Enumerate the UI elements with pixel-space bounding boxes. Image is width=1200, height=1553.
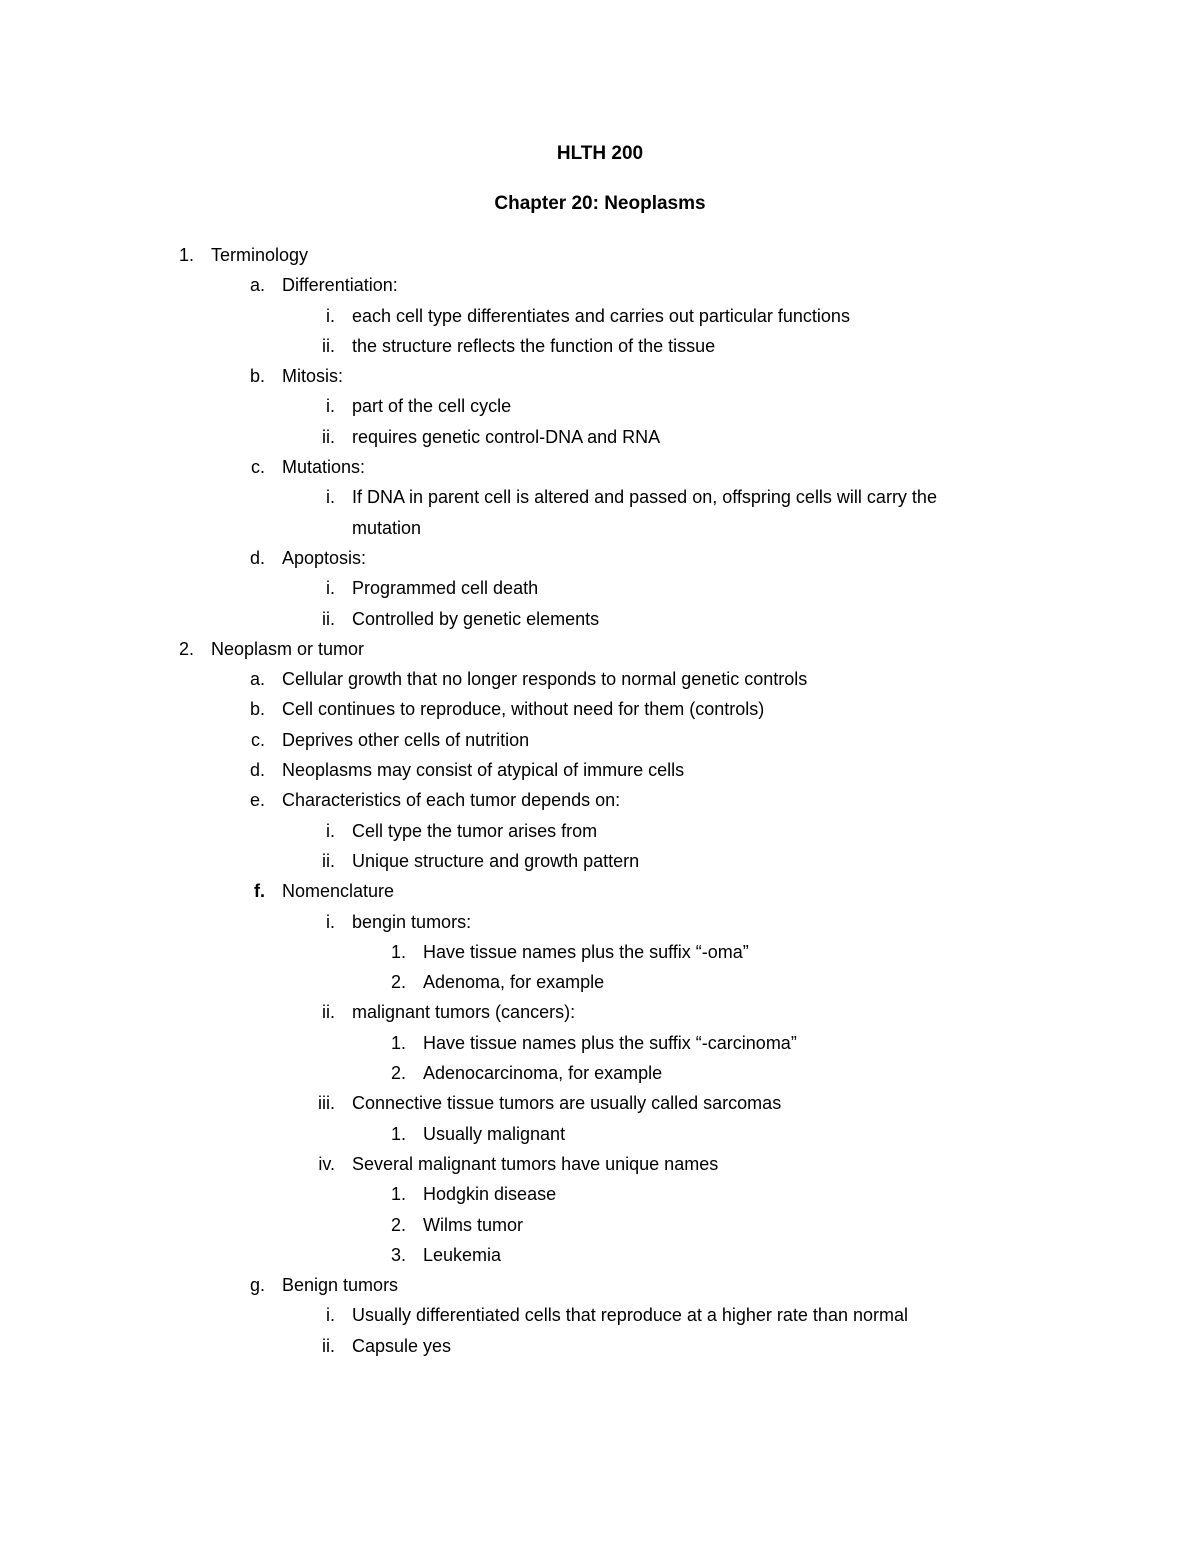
item-text: mutation	[352, 517, 422, 538]
outline-item	[0, 607, 1200, 637]
item-text: Neoplasm or tumor	[211, 638, 365, 659]
list-marker: 2.	[390, 1063, 406, 1084]
item-text: Benign tumors	[282, 1275, 399, 1296]
item-text: Controlled by genetic elements	[352, 608, 600, 629]
item-text: Neoplasms may consist of atypical of immure cells	[282, 760, 685, 781]
list-marker: ii.	[322, 335, 335, 356]
outline-item	[0, 910, 1200, 940]
list-marker: 2.	[390, 972, 406, 993]
item-text: malignant tumors (cancers):	[352, 1002, 576, 1023]
outline-item	[0, 1182, 1200, 1212]
outline-item	[0, 425, 1200, 455]
outline-item	[0, 667, 1200, 697]
item-text: Wilms tumor	[423, 1214, 523, 1235]
item-text: Leukemia	[423, 1244, 502, 1265]
outline-item-continuation	[0, 516, 1200, 546]
outline-item	[0, 394, 1200, 424]
list-marker: i.	[326, 1305, 335, 1326]
list-marker: ii.	[322, 1335, 335, 1356]
list-marker: a.	[249, 669, 265, 690]
item-text: Have tissue names plus the suffix “-oma”	[423, 941, 749, 962]
item-text: Connective tissue tumors are usually called sarcomas	[352, 1093, 782, 1114]
outline-item	[0, 637, 1200, 667]
item-text: Differentiation:	[282, 275, 398, 296]
item-text: Mutations:	[282, 457, 366, 478]
item-text: Usually malignant	[423, 1123, 566, 1144]
list-marker: 1.	[390, 1032, 406, 1053]
list-marker: a.	[249, 275, 265, 296]
outline-item	[0, 546, 1200, 576]
outline-item	[0, 485, 1200, 515]
item-text: the structure reflects the function of the tissue	[352, 335, 716, 356]
item-text: Adenocarcinoma, for example	[423, 1063, 663, 1084]
item-text: Cell type the tumor arises from	[352, 820, 598, 841]
outline-item	[0, 273, 1200, 303]
list-marker: 1.	[178, 245, 194, 265]
item-text: Characteristics of each tumor depends on:	[282, 790, 621, 811]
outline-item	[0, 697, 1200, 727]
item-text: Apoptosis:	[282, 547, 367, 568]
item-text: If DNA in parent cell is altered and passed on, offspring cells will carry the	[352, 487, 937, 508]
list-marker: 3.	[390, 1244, 406, 1265]
item-text: Deprives other cells of nutrition	[282, 729, 530, 750]
outline-item	[0, 819, 1200, 849]
list-marker: c.	[250, 729, 265, 750]
outline-item	[0, 1061, 1200, 1091]
item-text: Programmed cell death	[352, 578, 539, 599]
outline-item	[0, 364, 1200, 394]
outline-item	[0, 758, 1200, 788]
list-marker: b.	[249, 366, 265, 387]
outline-item	[0, 1273, 1200, 1303]
outline-item	[0, 576, 1200, 606]
item-text: Mitosis:	[282, 366, 344, 387]
item-text: Have tissue names plus the suffix “-carcinoma”	[423, 1032, 797, 1053]
outline-item	[0, 1334, 1200, 1364]
item-text: Cell continues to reproduce, without need for them (controls)	[282, 699, 765, 720]
list-marker: 1.	[390, 1123, 406, 1144]
list-marker: b.	[249, 699, 265, 720]
list-marker: ii.	[322, 608, 335, 629]
list-marker: ii.	[322, 850, 335, 871]
list-marker: 2.	[390, 1214, 406, 1235]
list-marker: 2.	[178, 638, 194, 659]
item-text: part of the cell cycle	[352, 396, 512, 417]
course-title: HLTH 200	[556, 143, 644, 164]
outline-item	[0, 1031, 1200, 1061]
item-text: Terminology	[211, 245, 309, 265]
outline-item	[0, 243, 1200, 273]
list-marker: d.	[249, 760, 265, 781]
item-text: Hodgkin disease	[423, 1184, 557, 1205]
outline-item	[0, 970, 1200, 1000]
list-marker: i.	[326, 396, 335, 417]
list-marker: e.	[249, 790, 265, 811]
outline-item	[0, 1000, 1200, 1030]
outline-item	[0, 455, 1200, 485]
item-text: Capsule yes	[352, 1335, 452, 1356]
list-marker: iii.	[318, 1093, 335, 1114]
list-marker: i.	[326, 820, 335, 841]
list-marker: i.	[326, 305, 335, 326]
outline-item	[0, 940, 1200, 970]
list-marker: 1.	[390, 1184, 406, 1205]
outline-item	[0, 788, 1200, 818]
outline-item	[0, 304, 1200, 334]
list-marker: i.	[326, 578, 335, 599]
item-text: Adenoma, for example	[423, 972, 605, 993]
notes-outline	[0, 243, 1200, 1364]
item-text: bengin tumors:	[352, 911, 472, 932]
item-text: each cell type differentiates and carries out particular functions	[352, 305, 850, 326]
chapter-title: Chapter 20: Neoplasms	[494, 193, 706, 214]
list-marker: 1.	[390, 941, 406, 962]
list-marker: iv.	[318, 1153, 335, 1174]
outline-item	[0, 879, 1200, 909]
item-text: Usually differentiated cells that reproduce at a higher rate than normal	[352, 1305, 908, 1326]
list-marker: ii.	[322, 1002, 335, 1023]
outline-item	[0, 1122, 1200, 1152]
outline-item	[0, 728, 1200, 758]
item-text: Unique structure and growth pattern	[352, 850, 640, 871]
outline-item	[0, 1243, 1200, 1273]
outline-item	[0, 1152, 1200, 1182]
outline-item	[0, 334, 1200, 364]
list-marker: i.	[326, 487, 335, 508]
list-marker: c.	[250, 457, 265, 478]
outline-item	[0, 1303, 1200, 1333]
item-text: requires genetic control-DNA and RNA	[352, 426, 661, 447]
list-marker: d.	[249, 547, 265, 568]
list-marker: g.	[249, 1275, 265, 1296]
outline-item	[0, 1213, 1200, 1243]
item-text: Cellular growth that no longer responds to normal genetic controls	[282, 669, 808, 690]
list-marker: f.	[254, 881, 265, 902]
list-marker: ii.	[322, 426, 335, 447]
list-marker: i.	[326, 911, 335, 932]
item-text: Nomenclature	[282, 881, 395, 902]
outline-item	[0, 849, 1200, 879]
outline-item	[0, 1091, 1200, 1121]
item-text: Several malignant tumors have unique names	[352, 1153, 719, 1174]
